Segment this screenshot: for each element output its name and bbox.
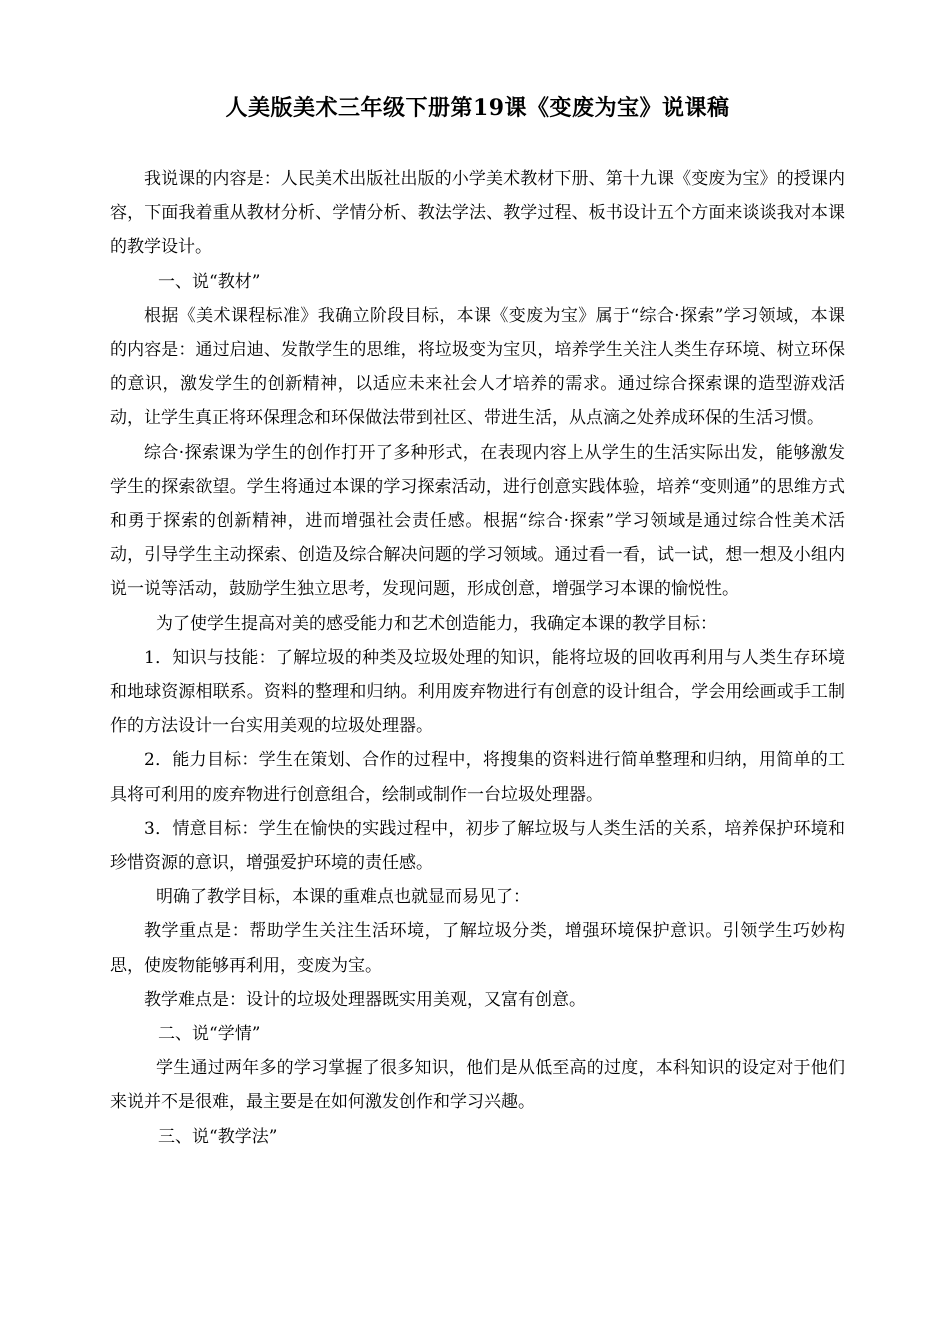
section-heading: 二、说“学情” bbox=[158, 1024, 261, 1045]
body-paragraph: 1．知识与技能：了解垃圾的种类及垃圾处理的知识，能将垃圾的回收再利用与人类生存环境和地球资源相联系。资料的整理和归纳。利用废弃物进行有创意的设计组合，学会用绘画或手工制作的方法设计一台实用美观的垃圾处理器。 bbox=[110, 647, 845, 737]
document-page bbox=[110, 92, 845, 1154]
body-paragraph: 3．情意目标：学生在愉快的实践过程中，初步了解垃圾与人类生活的关系，培养保护环境和珍惜资源的意识，增强爱护环境的责任感。 bbox=[110, 818, 845, 874]
body-paragraph: 综合·探索课为学生的创作打开了多种形式，在表现内容上从学生的生活实际出发，能够激发学生的探索欲望。学生将通过本课的学习探索活动，进行创意实践体验，培养“变则通”的思维方式和勇于探索的创新精神，进而增强社会责任感。根据“综合·探索”学习领域是通过综合性美术活动，引导学生主动探索、创造及综合解决问题的学习领域。通过看一看，试一试，想一想及小组内说一说等活动，鼓励学生独立思考，发现问题，形成创意，增强学习本课的愉悦性。 bbox=[110, 442, 845, 600]
body-paragraph: 2．能力目标：学生在策划、合作的过程中，将搜集的资料进行简单整理和归纳，用简单的工具将可利用的废弃物进行创意组合，绘制或制作一台垃圾处理器。 bbox=[110, 750, 845, 805]
document-body bbox=[110, 162, 845, 1154]
body-paragraph: 学生通过两年多的学习掌握了很多知识，他们是从低至高的过度，本科知识的设定对于他们来说并不是很难，最主要是在如何激发创作和学习兴趣。 bbox=[110, 1058, 845, 1113]
body-paragraph: 根据《美术课程标准》我确立阶段目标，本课《变废为宝》属于“综合·探索”学习领域，本课的内容是：通过启迪、发散学生的思维，将垃圾变为宝贝，培养学生关注人类生存环境、树立环保的意识，激发学生的创新精神，以适应未来社会人才培养的需求。通过综合探索课的造型游戏活动，让学生真正将环保理念和环保做法带到社区、带进生活，从点滴之处养成环保的生活习惯。 bbox=[110, 305, 845, 429]
section-heading: 三、说“教学法” bbox=[158, 1126, 278, 1147]
body-paragraph: 为了使学生提高对美的感受能力和艺术创造能力，我确定本课的教学目标： bbox=[156, 613, 717, 634]
body-paragraph: 我说课的内容是：人民美术出版社出版的小学美术教材下册、第十九课《变废为宝》的授课内容，下面我着重从教材分析、学情分析、教法学法、教学过程、板书设计五个方面来谈谈我对本课的教学设计。 bbox=[110, 169, 845, 258]
body-paragraph: 明确了教学目标，本课的重难点也就显而易见了： bbox=[156, 887, 530, 908]
section-heading: 一、说“教材” bbox=[158, 271, 261, 292]
body-paragraph: 教学重点是：帮助学生关注生活环境，了解垃圾分类，增强环境保护意识。引领学生巧妙构思，使废物能够再利用，变废为宝。 bbox=[110, 921, 845, 976]
body-paragraph: 教学难点是：设计的垃圾处理器既实用美观，又富有创意。 bbox=[144, 989, 586, 1010]
document-title: 人美版美术三年级下册第19课《变废为宝》说课稿 bbox=[225, 95, 730, 121]
